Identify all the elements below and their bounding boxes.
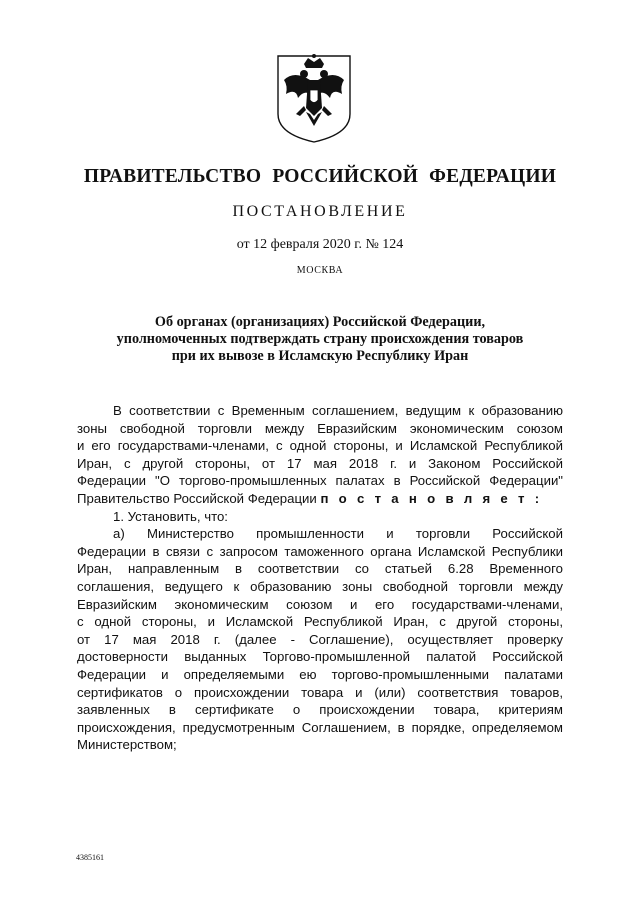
document-code: 4385161 [76,853,104,862]
subject-line: при их вывозе в Исламскую Республику Иран [171,348,469,364]
government-title: ПРАВИТЕЛЬСТВО РОССИЙСКОЙ ФЕДЕРАЦИИ [83,166,557,187]
body-line: В соответствии с Временным соглашением, ведущим к образованию [113,403,563,418]
document-subject [70,314,570,365]
body-line: от 17 мая 2018 г. (далее - Соглашение), осуществляет проверку [77,631,563,647]
body-line: Иран, с другой стороны, от 17 мая 2018 г. и Законом Российской [77,455,563,471]
subject-line: уполномоченных подтверждать страну происхождения товаров [116,331,524,347]
body-line: Евразийским экономическим союзом и его государствами-членами, [77,596,563,612]
body-line: Федерации "О торгово-промышленных палатах в Российской Федерации" [77,473,563,489]
body-line: заявленных в сертификате о происхождении товара, критериям [77,702,563,718]
body-line: Федерации и определяемыми ею торгово-промышленными палатами [77,666,563,682]
coat-of-arms-emblem [274,50,354,144]
city: МОСКВА [296,265,344,276]
body-line: Иран, направленным в соответствии со статьей 6.28 Временного [77,561,563,577]
government-subject: Правительство Российской Федерации [77,490,317,506]
body-line: сертификатов о происхождении товара и (или) соответствия товаров, [77,684,563,700]
body-line: происхождения, предусмотренным Соглашением, в порядке, определяемом [77,719,563,735]
subject-line: Об органах (организациях) Российской Федерации, [154,314,486,330]
body-line: Федерации в связи с запросом таможенного органа Исламской Республики [77,543,563,559]
body-line: 1. Установить, что: [113,508,228,524]
body-line: с одной стороны, и Исламской Республикой Иран, с другой стороны, [77,614,563,630]
document-body [77,402,563,754]
body-line: соглашения, ведущего к образованию зоны свободной торговли между [77,578,563,594]
body-line: а) Министерство промышленности и торговли Российской [113,526,563,542]
body-line: достоверности выданных Торгово-промышленной палатой Российской [77,649,563,665]
body-line: Министерством; [77,737,177,753]
document-type: ПОСТАНОВЛЕНИЕ [232,203,408,220]
date-and-number: от 12 февраля 2020 г. № 124 [236,237,404,252]
body-line-decree [77,490,563,508]
decree-word: п о с т а н о в л я е т : [320,490,543,506]
body-line: зоны свободной торговли между Евразийским экономическим союзом [77,420,563,436]
body-line: и его государствами-членами, с одной стороны, и Исламской Республикой [77,438,563,454]
